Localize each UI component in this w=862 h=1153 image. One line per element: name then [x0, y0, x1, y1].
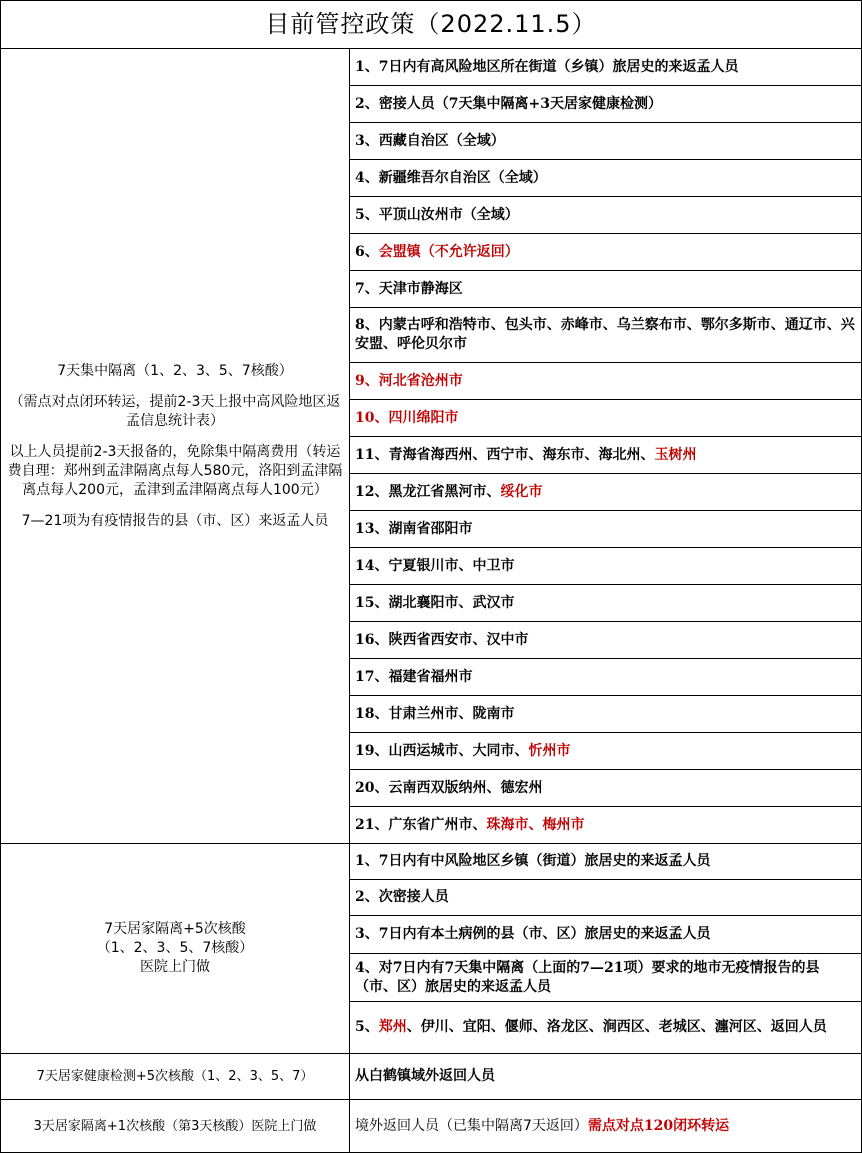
item-text: 、伊川、宜阳、偃师、洛龙区、涧西区、老城区、瀍河区、返回人员: [406, 1019, 827, 1035]
item-text: 5、: [355, 1019, 379, 1035]
row4-right-red-text: 需点对点120闭环转运: [587, 1117, 730, 1134]
item-text: 12、黑龙江省黑河市、: [355, 483, 501, 500]
item-text: 14、宁夏银川市、中卫市: [355, 557, 515, 574]
row3-left-cell: 7天居家健康检测+5次核酸（1、2、3、5、7）: [1, 1054, 350, 1100]
group2-left-line3: 医院上门做: [140, 959, 210, 975]
item-text: 1、7日内有中风险地区乡镇（街道）旅居史的来返孟人员: [355, 853, 711, 869]
row-home-health-monitoring: [1, 1054, 862, 1100]
group2-left-cell: [1, 844, 350, 1054]
item-text: 7、天津市静海区: [355, 280, 463, 297]
group1-item-cell: [350, 123, 862, 160]
group1-left-line1: 7天集中隔离（1、2、3、5、7核酸）: [57, 362, 293, 379]
item-text: 18、甘肃兰州市、陇南市: [355, 705, 515, 722]
group1-item-cell: [350, 474, 862, 511]
group1-item-cell: [350, 548, 862, 585]
item-text: 2、次密接人员: [355, 889, 449, 905]
table-row: [1, 49, 862, 86]
item-text: 8、内蒙古呼和浩特市、包头市、赤峰市、乌兰察布市、鄂尔多斯市、通辽市、兴安盟、呼伦贝尔市: [355, 317, 855, 352]
group1-item-cell: [350, 437, 862, 474]
item-red-text: 会盟镇（不允许返回）: [378, 243, 519, 260]
item-red-text: 9、河北省沧州市: [355, 372, 463, 389]
item-text: 19、山西运城市、大同市、: [355, 742, 529, 759]
item-red-text: 忻州市: [528, 742, 571, 759]
group1-item-cell: [350, 400, 862, 437]
group1-item-cell: [350, 197, 862, 234]
group2-left-line1: 7天居家隔离+5次核酸: [104, 921, 246, 937]
group2-item-cell: [350, 844, 862, 880]
item-text: 2、密接人员（7天集中隔离+3天居家健康检测）: [355, 95, 662, 112]
group2-left-line2: （1、2、3、5、7核酸）: [96, 940, 254, 956]
group1-item-cell: [350, 622, 862, 659]
group1-item-cell: [350, 807, 862, 844]
group1-item-cell: [350, 160, 862, 197]
group1-item-cell: [350, 511, 862, 548]
item-text: 17、福建省福州市: [355, 668, 473, 685]
item-text: 3、西藏自治区（全域）: [355, 132, 505, 149]
page-title: 目前管控政策（2022.11.5）: [1, 1, 862, 49]
group1-left-line3: 以上人员提前2-3天报备的，免除集中隔离费用（转运费自理：郑州到孟津隔离点每人580元，洛阳到孟津隔离点每人200元，孟津到孟津隔离点每人100元）: [7, 443, 343, 498]
item-text: 15、湖北襄阳市、武汉市: [355, 594, 515, 611]
title-row: [1, 1, 862, 49]
item-text: 13、湖南省邵阳市: [355, 520, 473, 537]
row4-left-cell: 3天居家隔离+1次核酸（第3天核酸）医院上门做: [1, 1100, 350, 1153]
group1-item-cell: [350, 49, 862, 86]
group-7day-central-quarantine: [1, 49, 862, 844]
group1-item-cell: [350, 234, 862, 271]
group1-item-cell: [350, 271, 862, 308]
item-text: 11、青海省海西州、西宁市、海东市、海北州、: [355, 446, 655, 463]
item-text: 16、陕西省西安市、汉中市: [355, 631, 529, 648]
item-text: 4、新疆维吾尔自治区（全域）: [355, 169, 547, 186]
group1-item-cell: [350, 308, 862, 363]
item-text: 6、: [355, 243, 379, 260]
table-row: [1, 844, 862, 880]
group1-item-cell: [350, 770, 862, 807]
group1-item-cell: [350, 585, 862, 622]
item-text: 1、7日内有高风险地区所在街道（乡镇）旅居史的来返孟人员: [355, 58, 739, 75]
group1-item-cell: [350, 363, 862, 400]
item-red-text: 郑州: [378, 1019, 407, 1035]
item-text: 5、平顶山汝州市（全域）: [355, 206, 519, 223]
group1-item-cell: [350, 86, 862, 123]
item-red-text: 珠海市、梅州市: [486, 816, 585, 833]
group2-item-cell: [350, 880, 862, 916]
group2-item-cell: [350, 954, 862, 1002]
group1-left-line2: （需点对点闭环转运，提前2-3天上报中高风险地区返孟信息统计表）: [9, 393, 341, 429]
item-text: 20、云南西双版纳州、德宏州: [355, 779, 543, 796]
group2-item-cell: [350, 1002, 862, 1054]
item-red-text: 玉树州: [654, 446, 697, 463]
group2-item-cell: [350, 916, 862, 954]
group1-item-cell: [350, 696, 862, 733]
group1-item-cell: [350, 659, 862, 696]
group-7day-home-quarantine: [1, 844, 862, 1054]
item-text: 3、7日内有本土病例的县（市、区）旅居史的来返孟人员: [355, 926, 711, 942]
item-text: 21、广东省广州市、: [355, 816, 487, 833]
group1-left-cell: [1, 49, 350, 844]
row3-right-cell: 从白鹤镇域外返回人员: [350, 1054, 862, 1100]
group1-left-line4: 7—21项为有疫情报告的县（市、区）来返孟人员: [21, 512, 329, 529]
row4-right-text: 境外返回人员（已集中隔离7天返回）: [355, 1117, 588, 1134]
item-red-text: 10、四川绵阳市: [355, 409, 459, 426]
item-red-text: 绥化市: [500, 483, 543, 500]
group1-item-cell: [350, 733, 862, 770]
item-text: 4、对7日内有7天集中隔离（上面的7—21项）要求的地市无疫情报告的县（市、区）旅居史的来返孟人员: [355, 959, 820, 995]
